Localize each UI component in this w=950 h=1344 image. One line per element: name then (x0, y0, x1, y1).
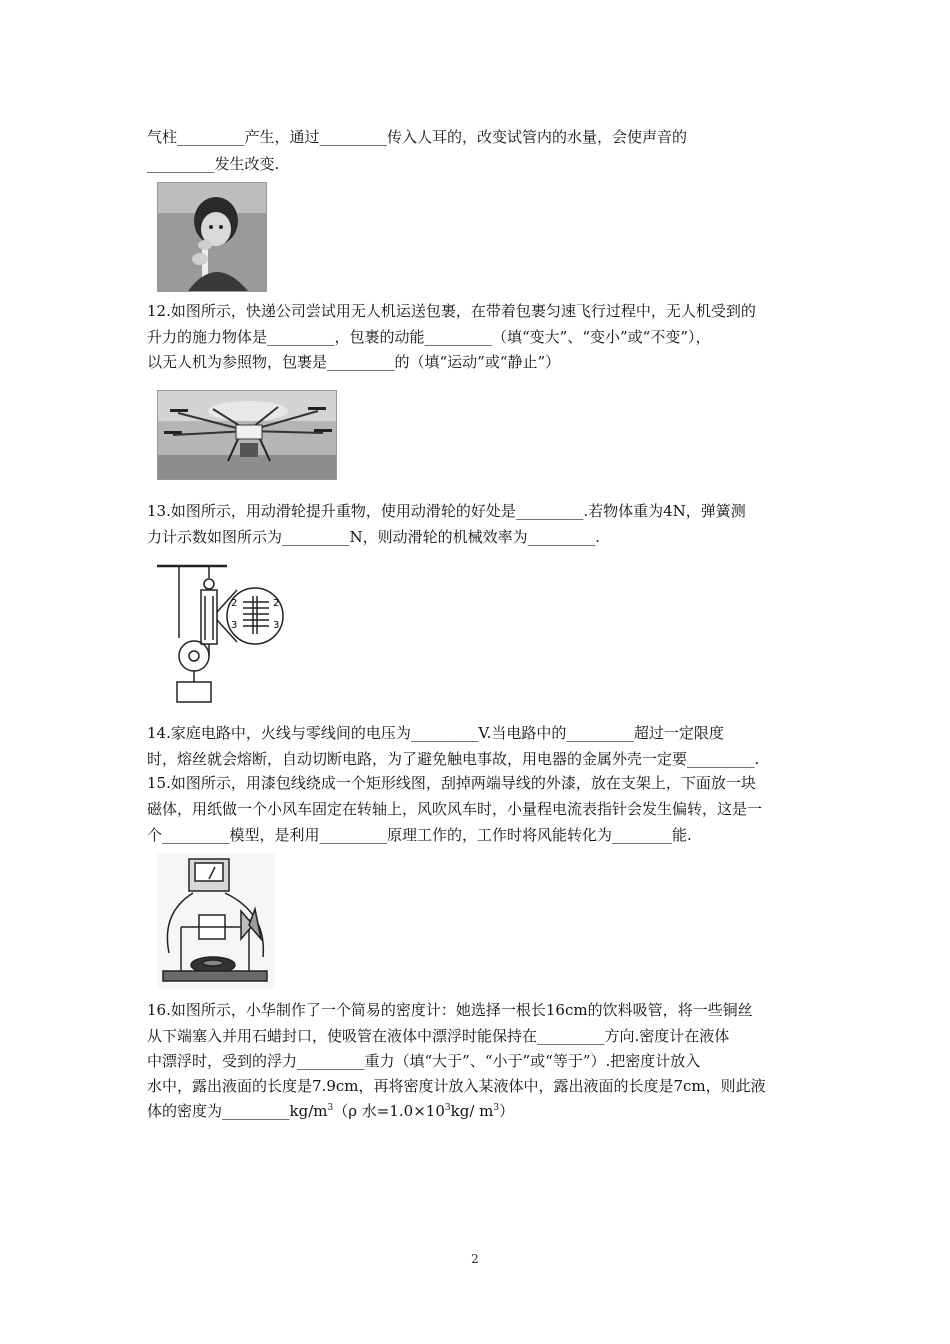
diagram-generator-model (157, 853, 275, 989)
q16-line-1: 16.如图所示，小华制作了一个简易的密度计：她选择一根长16cm的饮料吸管，将一些铜丝 (147, 1001, 753, 1019)
scale-label-right-bottom: 3 (273, 620, 280, 631)
q12-line-1: 12.如图所示，快递公司尝试用无人机运送包裹，在带着包裹匀速飞行过程中，无人机受到的 (147, 302, 756, 320)
q15-line-1: 15.如图所示，用漆包线绕成一个矩形线图，刮掉两端导线的外漆，放在支架上，下面放一块 (147, 774, 756, 792)
q16-line-3: 中漂浮时，受到的浮力_________重力（填“大于”、“小于”或“等于”）.把密度计放入 (147, 1052, 701, 1070)
q16-line-2: 从下端塞入并用石蜡封口，使吸管在液体中漂浮时能保持在_________方向.密度计在液体 (147, 1027, 730, 1045)
generator-diagram-image (157, 853, 275, 989)
unit-exponent-2: 3 (444, 1103, 451, 1113)
unit-exponent-3: 3 (493, 1103, 500, 1113)
photo-drone-image (158, 391, 336, 479)
q15-line-3: 个_________模型，是利用_________原理工作的，工作时将风能转化为________能. (147, 826, 692, 844)
q12-line-2: 升力的施力物体是_________，包裹的动能_________（填“变大”、“变小”或“不变”）， (147, 328, 711, 346)
q14-line-2: 时，熔丝就会熔断，自动切断电路，为了避免触电事故，用电器的金属外壳一定要_________. (147, 750, 760, 768)
diagram-movable-pulley (157, 560, 287, 708)
scale-label-left-top: 2 (231, 598, 238, 609)
unit-exponent-1: 3 (327, 1103, 334, 1113)
q14-line-1: 14.家庭电路中，火线与零线间的电压为_________V.当电路中的_________超过一定限度 (147, 724, 724, 742)
q16-last-middle2: kg/ m (450, 1102, 494, 1120)
page-number: 2 (471, 1252, 479, 1266)
q15-line-2: 磁体，用纸做一个小风车固定在转轴上，风吹风车时，小量程电流表指针会发生偏转，这是一 (147, 800, 763, 818)
text-line-2: _________发生改变. (147, 155, 280, 173)
photo-girl-image (158, 183, 266, 291)
q13-line-2: 力计示数如图所示为_________N，则动滑轮的机械效率为_________. (147, 528, 600, 546)
text-line-1: 气柱_________产生，通过_________传入人耳的，改变试管内的水量，会使声音的 (147, 128, 688, 146)
photo-girl-blowing-tube (157, 182, 267, 292)
q16-last-suffix: ） (499, 1102, 515, 1120)
scale-label-left-bottom: 3 (231, 620, 238, 631)
q16-last-prefix: 体的密度为_________kg/m (147, 1102, 328, 1120)
q13-line-1: 13.如图所示，用动滑轮提升重物，使用动滑轮的好处是_________.若物体重为4N，弹簧测 (147, 502, 746, 520)
pulley-diagram-image (157, 560, 287, 708)
q16-last-middle: （ρ 水=1.0×10 (333, 1102, 445, 1120)
q16-line-5 (147, 1101, 514, 1121)
q16-line-4: 水中，露出液面的长度是7.9cm，再将密度计放入某液体中，露出液面的长度是7cm，则此液 (147, 1077, 766, 1095)
scale-label-right-top: 2 (273, 598, 280, 609)
photo-drone (157, 390, 337, 480)
q12-line-3: 以无人机为参照物，包裹是_________的（填“运动”或“静止”） (147, 353, 561, 371)
